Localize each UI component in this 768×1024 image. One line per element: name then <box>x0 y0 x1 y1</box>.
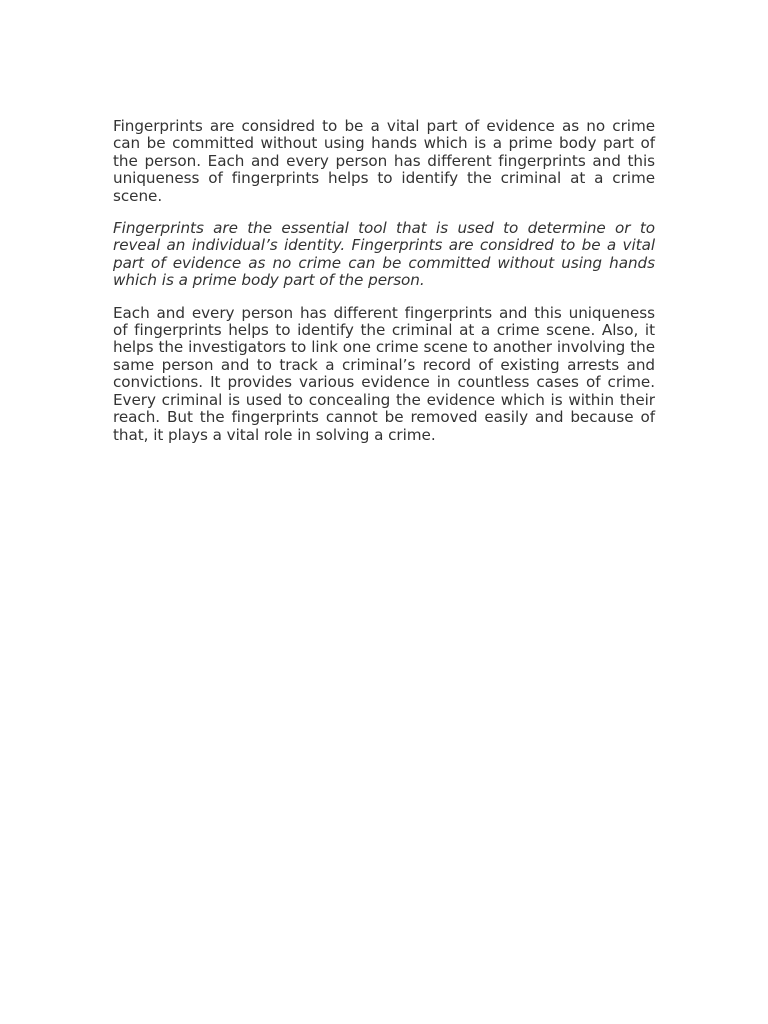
document-body <box>113 118 655 459</box>
paragraph-italic-quote: Fingerprints are the essential tool that is used to determine or to reveal an individual’s identity. Fingerprints are considred to be a vital part of evidence as no crime can be committed without using hands which is a prime body part of the person. <box>113 219 655 290</box>
paragraph-intro: Fingerprints are considred to be a vital part of evidence as no crime can be committed without using hands which is a prime body part of the person. Each and every person has different fingerprints and this uniqueness of fingerprints helps to identify the criminal at a crime scene. <box>113 117 655 205</box>
paragraph-details: Each and every person has different fingerprints and this uniqueness of fingerprints helps to identify the criminal at a crime scene. Also, it helps the investigators to link one crime scene to another involving the same person and to track a criminal’s record of existing arrests and convictions. It provides various evidence in countless cases of crime. Every criminal is used to concealing the evidence which is within their reach. But the fingerprints cannot be removed easily and because of that, it plays a vital role in solving a crime. <box>113 303 655 444</box>
